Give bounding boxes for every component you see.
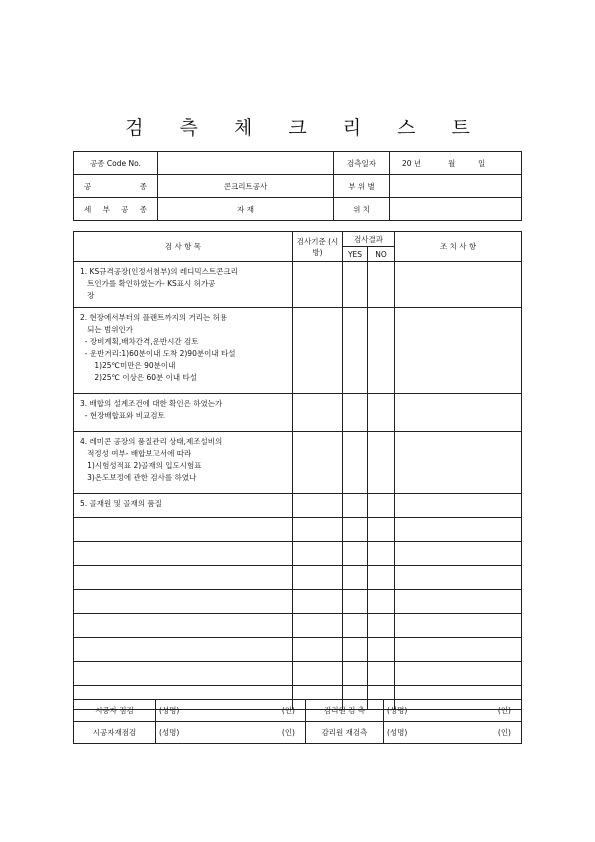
no-cell[interactable] bbox=[368, 262, 395, 308]
date-day: 일 bbox=[478, 158, 486, 168]
table-row bbox=[74, 518, 522, 542]
check-item: 5. 골재원 및 골재의 품질 bbox=[74, 494, 293, 518]
standard-cell[interactable] bbox=[293, 308, 343, 394]
no-cell[interactable] bbox=[368, 638, 395, 662]
header-yes: YES bbox=[343, 247, 368, 262]
signature-table bbox=[73, 699, 522, 744]
table-row bbox=[74, 494, 522, 518]
standard-cell[interactable] bbox=[293, 566, 343, 590]
code-label: 공종 Code No. bbox=[74, 152, 158, 175]
action-cell[interactable] bbox=[395, 566, 522, 590]
table-row bbox=[74, 590, 522, 614]
check-item: 3. 배합의 설계조건에 대한 확인은 하였는가 - 현장배합표와 비교검토 bbox=[74, 394, 293, 432]
no-cell[interactable] bbox=[368, 432, 395, 494]
info-table bbox=[73, 151, 522, 221]
contractor-check-seal[interactable]: (인) bbox=[238, 700, 306, 722]
blank-item-cell[interactable] bbox=[74, 638, 293, 662]
blank-item-cell[interactable] bbox=[74, 542, 293, 566]
table-row bbox=[74, 662, 522, 686]
standard-cell[interactable] bbox=[293, 494, 343, 518]
supervisor-reinspection-label: 감리원 재검측 bbox=[306, 722, 384, 744]
yes-cell[interactable] bbox=[343, 518, 368, 542]
inspection-date-label: 검측일자 bbox=[334, 152, 390, 175]
blank-item-cell[interactable] bbox=[74, 614, 293, 638]
action-cell[interactable] bbox=[395, 662, 522, 686]
action-cell[interactable] bbox=[395, 432, 522, 494]
action-cell[interactable] bbox=[395, 518, 522, 542]
yes-cell[interactable] bbox=[343, 566, 368, 590]
action-cell[interactable] bbox=[395, 542, 522, 566]
table-row bbox=[74, 566, 522, 590]
action-cell[interactable] bbox=[395, 638, 522, 662]
table-row bbox=[74, 614, 522, 638]
check-item: 1. KS규격공장(인정서첨부)의 레디믹스트콘크리 트인가를 확인하였는가- KS표시 허가공 장 bbox=[74, 262, 293, 308]
yes-cell[interactable] bbox=[343, 432, 368, 494]
supervisor-reinspection-seal[interactable]: (인) bbox=[464, 722, 522, 744]
header-item: 검 사 항 목 bbox=[74, 232, 293, 262]
contractor-recheck-label: 시공자재점검 bbox=[74, 722, 156, 744]
detail-work-type-value[interactable]: 자 재 bbox=[158, 198, 334, 221]
header-result: 검사결과 bbox=[343, 232, 395, 247]
code-value[interactable] bbox=[158, 152, 334, 175]
contractor-recheck-name[interactable]: (성명) bbox=[156, 722, 238, 744]
check-item: 4. 레미콘 공장의 품질관리 상태,제조설비의 적정성 여부- 배합보고서에 따라 1)시험성적표 2)골재의 입도시험표 3)온도보정에 관한 검사를 하였나 bbox=[74, 432, 293, 494]
page-title: 검 측 체 크 리 스 트 bbox=[125, 117, 485, 139]
date-month: 월 bbox=[447, 158, 456, 168]
table-row bbox=[74, 638, 522, 662]
inspection-date-value[interactable] bbox=[390, 152, 522, 175]
standard-cell[interactable] bbox=[293, 542, 343, 566]
checklist-header bbox=[74, 232, 522, 247]
standard-cell[interactable] bbox=[293, 590, 343, 614]
location-value[interactable] bbox=[390, 198, 522, 221]
table-row bbox=[74, 542, 522, 566]
header-standard: 검사기준 (시방) bbox=[293, 232, 343, 262]
standard-cell[interactable] bbox=[293, 432, 343, 494]
location-label: 위 치 bbox=[334, 198, 390, 221]
info-row-detail bbox=[74, 198, 522, 221]
action-cell[interactable] bbox=[395, 262, 522, 308]
no-cell[interactable] bbox=[368, 614, 395, 638]
blank-item-cell[interactable] bbox=[74, 566, 293, 590]
standard-cell[interactable] bbox=[293, 662, 343, 686]
no-cell[interactable] bbox=[368, 662, 395, 686]
yes-cell[interactable] bbox=[343, 308, 368, 394]
supervisor-inspection-seal[interactable]: (인) bbox=[464, 700, 522, 722]
blank-item-cell[interactable] bbox=[74, 590, 293, 614]
part-label: 부 위 별 bbox=[334, 175, 390, 198]
info-row-work-type bbox=[74, 175, 522, 198]
signature-row-contractor-recheck bbox=[74, 722, 522, 744]
signature-row-contractor-check bbox=[74, 700, 522, 722]
no-cell[interactable] bbox=[368, 394, 395, 432]
action-cell[interactable] bbox=[395, 614, 522, 638]
action-cell[interactable] bbox=[395, 590, 522, 614]
standard-cell[interactable] bbox=[293, 394, 343, 432]
no-cell[interactable] bbox=[368, 494, 395, 518]
date-year: 20 년 bbox=[402, 158, 422, 168]
action-cell[interactable] bbox=[395, 394, 522, 432]
standard-cell[interactable] bbox=[293, 518, 343, 542]
yes-cell[interactable] bbox=[343, 614, 368, 638]
table-row bbox=[74, 394, 522, 432]
info-row-code bbox=[74, 152, 522, 175]
work-type-label: 공 종 bbox=[74, 175, 158, 198]
no-cell[interactable] bbox=[368, 308, 395, 394]
action-cell[interactable] bbox=[395, 494, 522, 518]
standard-cell[interactable] bbox=[293, 614, 343, 638]
yes-cell[interactable] bbox=[343, 494, 368, 518]
contractor-recheck-seal[interactable]: (인) bbox=[238, 722, 306, 744]
yes-cell[interactable] bbox=[343, 638, 368, 662]
action-cell[interactable] bbox=[395, 308, 522, 394]
header-action: 조 치 사 항 bbox=[395, 232, 522, 262]
yes-cell[interactable] bbox=[343, 262, 368, 308]
no-cell[interactable] bbox=[368, 566, 395, 590]
blank-item-cell[interactable] bbox=[74, 662, 293, 686]
checklist-table bbox=[73, 231, 522, 710]
part-value[interactable] bbox=[390, 175, 522, 198]
no-cell[interactable] bbox=[368, 590, 395, 614]
supervisor-inspection-label: 감리원 검 측 bbox=[306, 700, 384, 722]
supervisor-inspection-name[interactable]: (성명) bbox=[384, 700, 464, 722]
no-cell[interactable] bbox=[368, 542, 395, 566]
detail-work-type-label: 세 부 공 종 bbox=[74, 198, 158, 221]
header-no: NO bbox=[368, 247, 395, 262]
work-type-value[interactable]: 콘크리트공사 bbox=[158, 175, 334, 198]
supervisor-reinspection-name[interactable]: (성명) bbox=[384, 722, 464, 744]
yes-cell[interactable] bbox=[343, 394, 368, 432]
table-row bbox=[74, 262, 522, 308]
table-row bbox=[74, 308, 522, 394]
standard-cell[interactable] bbox=[293, 638, 343, 662]
yes-cell[interactable] bbox=[343, 662, 368, 686]
yes-cell[interactable] bbox=[343, 542, 368, 566]
blank-item-cell[interactable] bbox=[74, 518, 293, 542]
yes-cell[interactable] bbox=[343, 590, 368, 614]
contractor-check-name[interactable]: (성명) bbox=[156, 700, 238, 722]
standard-cell[interactable] bbox=[293, 262, 343, 308]
table-row bbox=[74, 432, 522, 494]
check-item: 2. 현장에서부터의 플랜트까지의 거리는 허용 되는 범위인가 - 장비계획,배차간격,운반시간 검토 - 운반거리:1)60분이내 도착 2)90분이내 타설 1)25℃미만은 90분이내 2)25℃ 이상은 60분 이내 타설 bbox=[74, 308, 293, 394]
contractor-check-label: 시공자 점검 bbox=[74, 700, 156, 722]
no-cell[interactable] bbox=[368, 518, 395, 542]
